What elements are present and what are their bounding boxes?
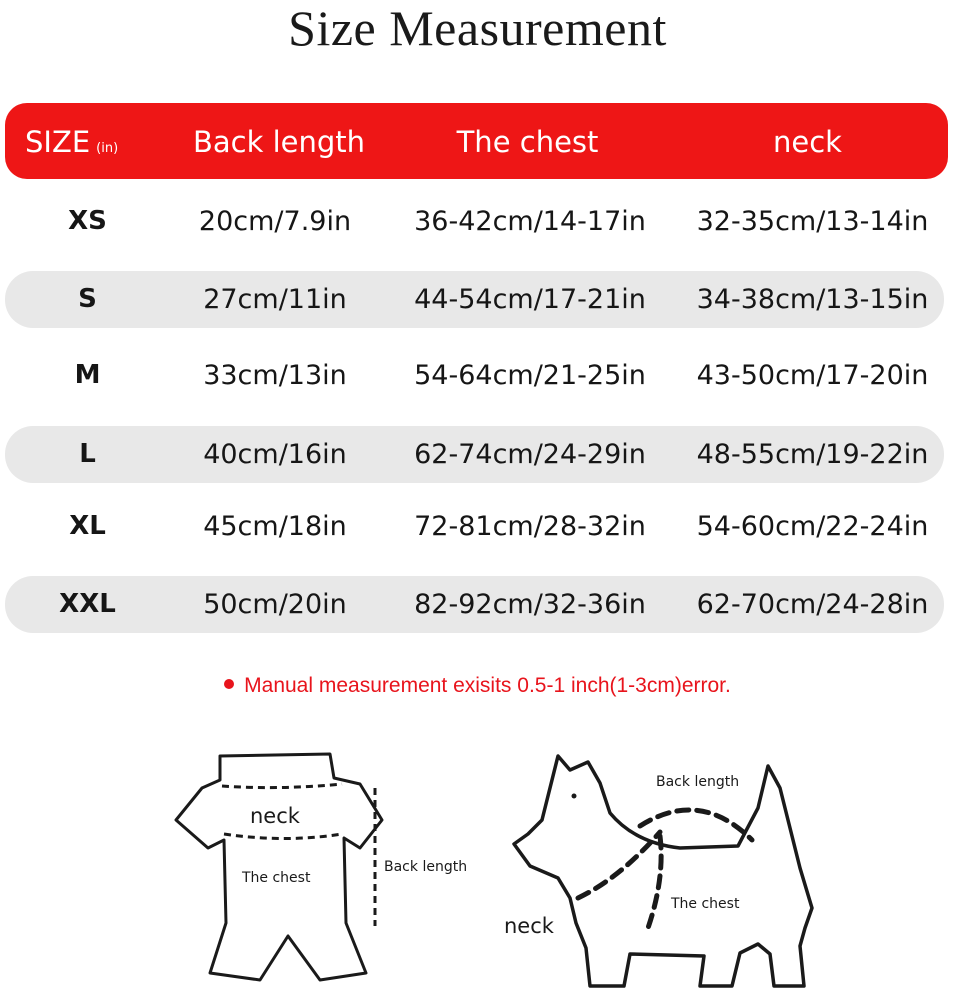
cell-chest: 44-54cm/17-21in [414,284,646,315]
cell-neck: 34-38cm/13-15in [696,284,929,315]
table-header [5,103,948,179]
garment-diagram [170,748,480,993]
cell-back-length: 27cm/11in [203,284,347,315]
measurement-note [0,674,955,698]
header-back-length: Back length [192,125,366,159]
cell-neck: 43-50cm/17-20in [696,360,929,391]
cell-chest: 36-42cm/14-17in [414,206,646,237]
garment-neck-label: neck [250,804,300,828]
cell-size: M [74,360,101,390]
dog-diagram [500,748,815,993]
cell-size: L [79,439,96,469]
dog-back-length-label: Back length [656,774,740,790]
cell-neck: 62-70cm/24-28in [696,589,929,620]
cell-size: XL [69,511,106,541]
table-row [5,193,944,250]
page-title: Size Measurement [288,0,667,56]
header-neck: neck [773,125,842,159]
cell-back-length: 20cm/7.9in [198,206,352,237]
cell-neck: 54-60cm/22-24in [696,511,929,542]
cell-chest: 62-74cm/24-29in [414,439,646,470]
cell-size: XS [68,206,107,236]
cell-chest: 72-81cm/28-32in [414,511,646,542]
cell-back-length: 45cm/18in [203,511,347,542]
note-text: Manual measurement exisits 0.5-1 inch(1-3cm)error. [244,674,731,697]
cell-back-length: 50cm/20in [203,589,347,620]
garment-back-length-label: Back length [384,859,468,875]
cell-chest: 82-92cm/32-36in [414,589,646,620]
header-size [25,103,165,179]
cell-back-length: 33cm/13in [203,360,347,391]
header-size-label: SIZE [25,125,91,159]
cell-size: S [78,284,97,314]
cell-neck: 48-55cm/19-22in [696,439,929,470]
cell-chest: 54-64cm/21-25in [414,360,646,391]
table-row [5,426,944,483]
cell-back-length: 40cm/16in [203,439,347,470]
table-row [5,271,944,328]
garment-chest-label: The chest [242,870,311,886]
header-size-unit: (in) [96,141,119,156]
table-row [5,347,944,404]
header-chest: The chest [456,125,599,159]
bullet-dot-icon [224,679,234,689]
table-row [5,498,944,555]
table-row [5,576,944,633]
dog-neck-label: neck [504,914,554,938]
cell-size: XXL [59,589,116,619]
dog-chest-label: The chest [671,896,740,912]
cell-neck: 32-35cm/13-14in [696,206,929,237]
